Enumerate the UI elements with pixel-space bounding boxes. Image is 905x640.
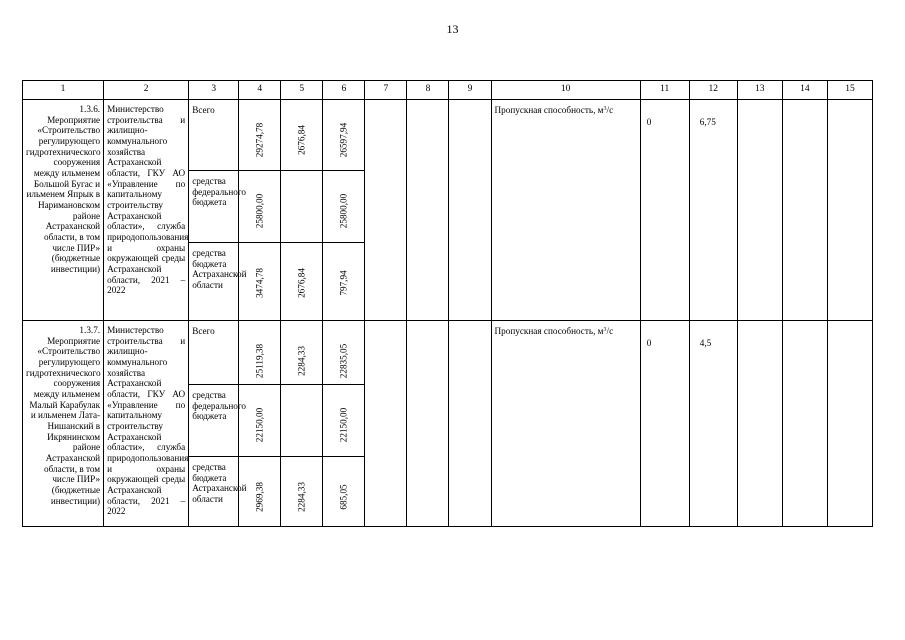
executor-cell: Министерство строительства и жилищно-коммунального хозяйства Астраханской области, ГКУ АО «Управление по капитальному строительству Астраханской области», служба природопользования и охраны окружающей среды Астраханской области, 2021 – 2022 — [104, 100, 189, 321]
indicator-cell — [491, 100, 640, 321]
target-value-cell: 4,5 — [689, 321, 737, 527]
col-header: 9 — [449, 81, 491, 100]
header-row — [23, 81, 873, 100]
amount-cell — [323, 385, 365, 457]
amount-cell — [239, 321, 281, 385]
col-header: 1 — [23, 81, 104, 100]
amount-cell — [281, 243, 323, 321]
amount-total: 3474,78 — [254, 268, 265, 298]
funding-source-cell: средства бюджета Астраханской области — [189, 457, 239, 527]
base-value-cell: 0 — [640, 100, 689, 321]
indicator-unit-tail: /с — [606, 105, 614, 115]
table-row — [23, 321, 873, 385]
col-header: 2 — [104, 81, 189, 100]
col-header: 11 — [640, 81, 689, 100]
amount-cell — [281, 321, 323, 385]
indicator-unit-tail: /с — [606, 326, 614, 336]
amount-2021: 2284,33 — [296, 482, 307, 512]
amount-cell — [323, 100, 365, 171]
activity-name-cell: 1.3.7. Мероприятие «Строительство регулирующего гидротехнического сооружения между ильменем Малый Карабулак и ильменем Лата-Нишанский в Икрянинском районе Астраханской области, в том числе ПИР» (бюджетные инвестиции) — [23, 321, 104, 527]
amount-cell — [239, 385, 281, 457]
table-row — [23, 100, 873, 171]
funding-source-cell: средства федерального бюджета — [189, 385, 239, 457]
amount-2022: 26597,94 — [338, 122, 349, 158]
funding-source-cell: Всего — [189, 100, 239, 171]
amount-total: 2969,38 — [254, 482, 265, 512]
amount-total: 25119,38 — [254, 343, 265, 379]
indicator-label: Пропускная способность, м — [494, 105, 604, 115]
col-header: 5 — [281, 81, 323, 100]
activity-name-cell: 1.3.6. Мероприятие «Строительство регулирующего гидротехнического сооружения между ильменем Большой Бугас и ильменем Япрык в Наримановском районе Астраханской области, в том числе ПИР» (бюджетные инвестиции) — [23, 100, 104, 321]
funding-source-cell: средства федерального бюджета — [189, 171, 239, 243]
indicator-unit-sup: 3 — [603, 327, 607, 333]
amount-cell — [239, 100, 281, 171]
amount-cell — [281, 385, 323, 457]
amount-2021: 2676,84 — [296, 125, 307, 155]
amount-cell — [239, 457, 281, 527]
empty-cell — [782, 100, 827, 321]
page-number: 13 — [446, 22, 459, 36]
col-header: 10 — [491, 81, 640, 100]
amount-2021: 2676,84 — [296, 268, 307, 298]
amount-cell — [323, 171, 365, 243]
empty-cell — [449, 100, 491, 321]
col-header: 6 — [323, 81, 365, 100]
amount-cell — [323, 321, 365, 385]
funding-source-cell: Всего — [189, 321, 239, 385]
amount-cell — [239, 171, 281, 243]
empty-cell — [782, 321, 827, 527]
amount-2021: 2284,33 — [296, 346, 307, 376]
empty-cell — [737, 100, 782, 321]
col-header: 8 — [407, 81, 449, 100]
amount-cell — [323, 243, 365, 321]
amount-cell — [281, 100, 323, 171]
amount-2022: 22150,00 — [338, 407, 349, 443]
amount-cell — [281, 171, 323, 243]
amount-total: 25800,00 — [254, 193, 265, 229]
amount-2022: 685,05 — [338, 484, 349, 510]
col-header: 14 — [782, 81, 827, 100]
executor-cell: Министерство строительства и жилищно-коммунального хозяйства Астраханской области, ГКУ АО «Управление по капитальному строительству Астраханской области», служба природопользования и охраны окружающей среды Астраханской области, 2021 – 2022 — [104, 321, 189, 527]
amount-cell — [239, 243, 281, 321]
amount-2022: 22835,05 — [338, 343, 349, 379]
col-header: 15 — [827, 81, 872, 100]
amount-total: 29274,78 — [254, 122, 265, 158]
col-header: 12 — [689, 81, 737, 100]
amount-cell — [323, 457, 365, 527]
empty-cell — [365, 321, 407, 527]
empty-cell — [449, 321, 491, 527]
col-header: 7 — [365, 81, 407, 100]
empty-cell — [407, 100, 449, 321]
empty-cell — [365, 100, 407, 321]
empty-cell — [827, 321, 872, 527]
empty-cell — [737, 321, 782, 527]
amount-total: 22150,00 — [254, 407, 265, 443]
empty-cell — [827, 100, 872, 321]
indicator-unit-sup: 3 — [603, 106, 607, 112]
target-value-cell: 6,75 — [689, 100, 737, 321]
amount-2022: 797,94 — [338, 270, 349, 296]
amount-cell — [281, 457, 323, 527]
indicator-label: Пропускная способность, м — [494, 326, 604, 336]
col-header: 3 — [189, 81, 239, 100]
col-header: 4 — [239, 81, 281, 100]
base-value-cell: 0 — [640, 321, 689, 527]
amount-2022: 25800,00 — [338, 193, 349, 229]
indicator-cell — [491, 321, 640, 527]
empty-cell — [407, 321, 449, 527]
program-table — [22, 80, 873, 527]
col-header: 13 — [737, 81, 782, 100]
funding-source-cell: средства бюджета Астраханской области — [189, 243, 239, 321]
